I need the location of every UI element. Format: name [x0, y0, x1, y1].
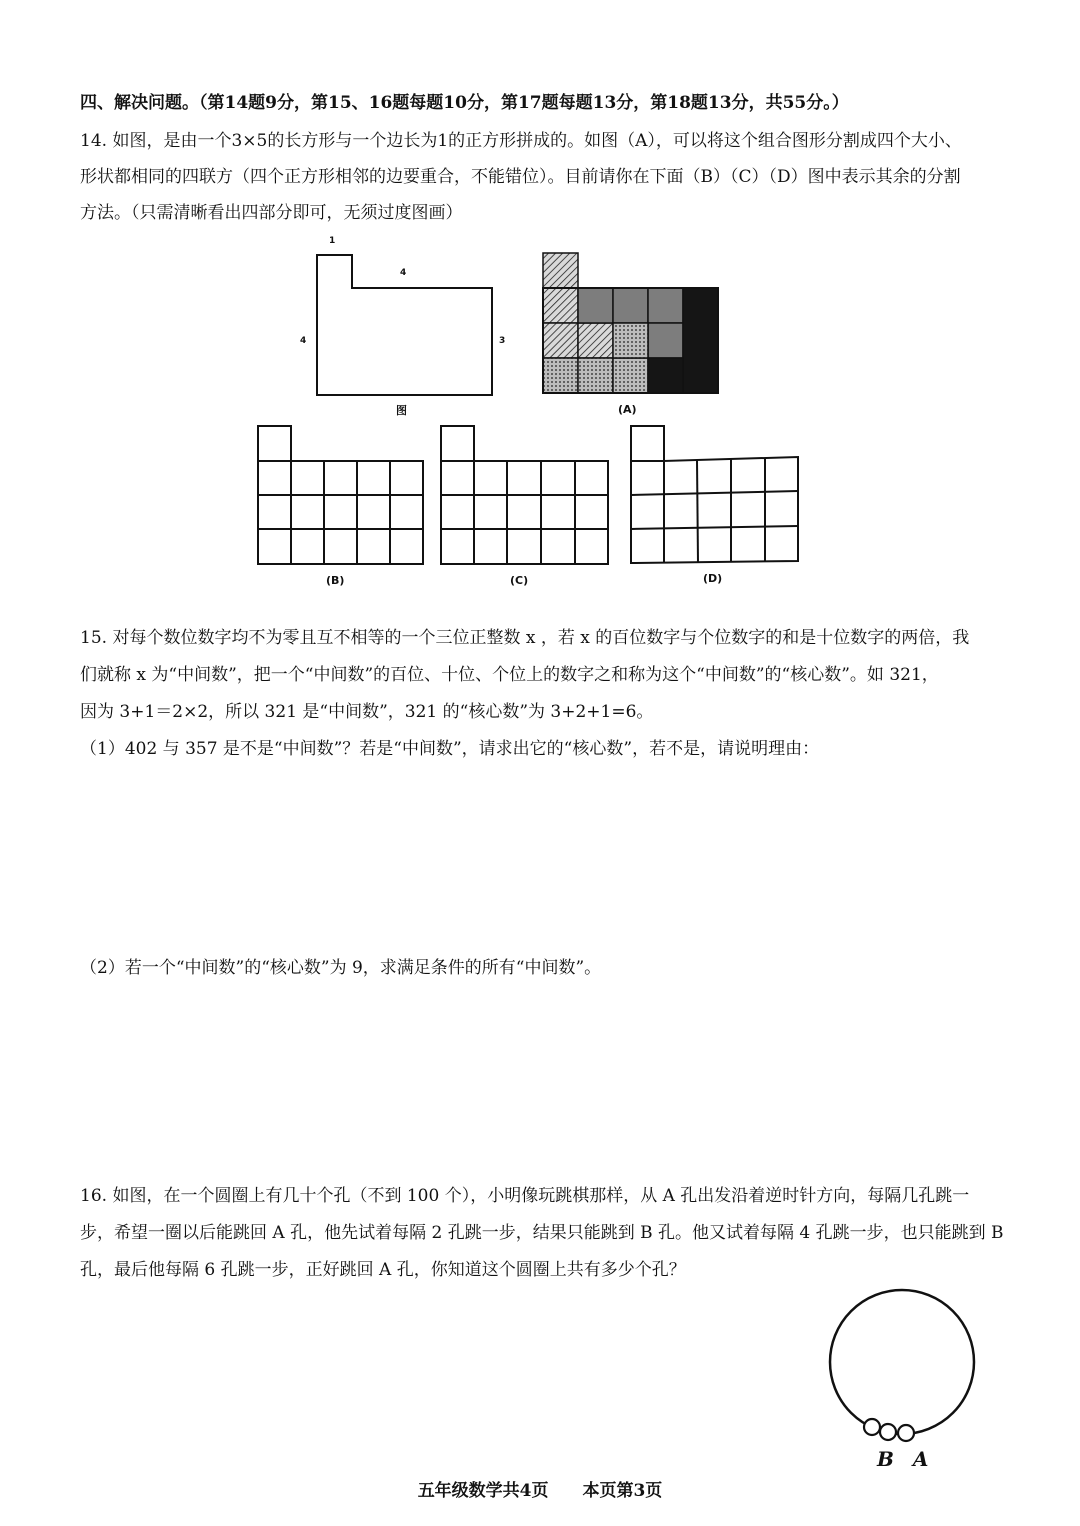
figure-d-label: (D) [703, 572, 723, 585]
section-heading: 四、解决问题。（第14题9分，第15、16题每题10分，第17题每题13分，第18题13分，共55分。） [80, 93, 849, 113]
q15-line-2: 们就称 x 为“中间数”，把一个“中间数”的百位、十位、个位上的数字之和称为这个“中间数”的“核心数”。如 321， [80, 665, 939, 685]
page-footer [0, 1476, 1080, 1501]
q15-line-1: 15. 对每个数位数字均不为零且互不相等的一个三位正整数 x ，若 x 的百位数字与个位数字的和是十位数字的两倍，我 [80, 628, 970, 648]
figure-a-label: (A) [618, 403, 637, 416]
footer-total-pages: 五年级数学共4页 [417, 1481, 549, 1501]
q14-line-1: 14. 如图，是由一个3×5的长方形与一个边长为1的正方形拼成的。如图（A），可以将这个组合图形分割成四个大小、 [80, 131, 962, 151]
figure-b-label: (B) [326, 574, 345, 587]
q16-circle-figure [826, 1292, 978, 1444]
figure-a [542, 252, 722, 397]
q16-line-2: 步，希望一圈以后能跳回 A 孔，他先试着每隔 2 孔跳一步，结果只能跳到 B 孔。他又试着每隔 4 孔跳一步，也只能跳到 B [80, 1223, 1004, 1243]
q16-line-3: 孔，最后他每隔 6 孔跳一步，正好跳回 A 孔，你知道这个圆圈上共有多少个孔？ [80, 1260, 686, 1280]
dim-right-label: 3 [499, 336, 506, 346]
holes-label: B A [877, 1447, 935, 1471]
q14-line-3: 方法。（只需清晰看出四部分即可，无须过度图画） [80, 203, 463, 223]
q15-part-1: （1）402 与 357 是不是“中间数”？若是“中间数”，请求出它的“核心数”，若不是，请说明理由： [80, 739, 820, 759]
figure-c-label: (C) [510, 574, 529, 587]
footer-page-number: 本页第3页 [582, 1481, 663, 1501]
q16-line-1: 16. 如图，在一个圆圈上有几十个孔（不到 100 个），小明像玩跳棋那样，从 A 孔出发沿着逆时针方向，每隔几孔跳一 [80, 1186, 970, 1206]
figure-c-grid [440, 425, 610, 565]
q15-part-2: （2）若一个“中间数”的“核心数”为 9，求满足条件的所有“中间数”。 [80, 958, 602, 978]
dim-top-label: 1 [329, 236, 336, 246]
q14-line-2: 形状都相同的四联方（四个正方形相邻的边要重合，不能错位）。目前请你在下面（B）（C）（D）图中表示其余的分割 [80, 167, 961, 187]
figure-caption: 图 [396, 404, 407, 417]
q15-line-3: 因为 3+1＝2×2，所以 321 是“中间数”，321 的“核心数”为 3+2+1=6。 [80, 702, 654, 722]
hole-a [898, 1425, 914, 1441]
figure-b-grid [257, 425, 425, 565]
figure-d-grid [630, 425, 802, 565]
dim-top-right-label: 4 [400, 268, 407, 278]
dim-left-label: 4 [300, 336, 307, 346]
hole-b [864, 1419, 880, 1435]
